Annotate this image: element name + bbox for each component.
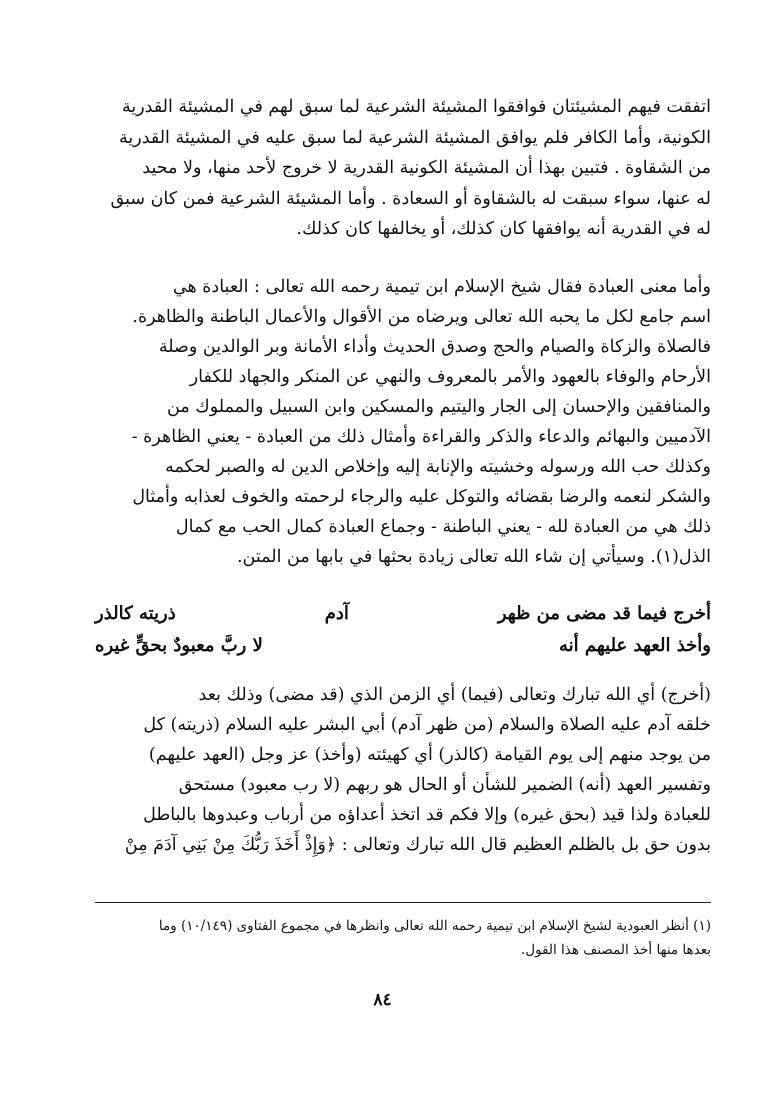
footnote-line: (١) أنظر العبودية لشيخ الإسلام ابن تيمية رحمه الله تعالى وانظرها في مجموع الفتاوى (١٠/١٤٩) وما [158, 918, 711, 934]
text-line: بدون حق بل بالظلم العظيم قال الله تبارك وتعالى : ﴿وَإِذْ أَخَذَ رَبُّكَ مِنْ بَنِي آدَمَ مِنْ [124, 835, 711, 855]
poem-verses [95, 598, 711, 662]
paragraph-shared-wills [95, 92, 711, 245]
paragraph-verse-commentary [95, 680, 711, 860]
text-line: اسم جامع لكل ما يحبه الله تعالى ويرضاه من الأقوال والأعمال الباطنة والظاهرة. [132, 307, 711, 327]
text-line: الذل(١). وسيأتي إن شاء الله تعالى زيادة بحثها في بابها من المتن. [236, 547, 711, 567]
text-line: من الشقاوة . فتبين بهذا أن المشيئة الكونية القدرية لا خروج لأحد منها، ولا محيد [142, 158, 711, 178]
text-line: الأرحام والوفاء بالعهود والأمر بالمعروف والنهي عن المنكر والجهاد للكفار [189, 367, 711, 387]
text-line: له عنها، سواء سبقت له بالشقاوة أو السعادة . وأما المشيئة الشرعية فمن كان سبق [110, 188, 711, 209]
footnote-line: بعدها منها أخذ المصنف هذا القول. [520, 942, 711, 958]
text-line: الكونية، وأما الكافر فلم يوافق المشيئة الشرعية لما سبق عليه في المشيئة القدرية [118, 127, 711, 148]
page-number: ٨٤ [373, 990, 392, 1010]
text-line: ذلك هي من العبادة لله - يعني الباطنة - وجماع العبادة كمال الحب مع كمال [175, 517, 711, 537]
text-line: خلقه آدم عليه الصلاة والسلام (من ظهر آدم) أبي البشر عليه السلام (ذريته) كل [143, 715, 711, 735]
text-line: اتفقت فيهم المشيئتان فوافقوا المشيئة الشرعية لما سبق لهم في المشيئة القدرية [121, 97, 711, 117]
text-line: له في القدرية أنه يوافقها كان كذلك، أو يخالفها كان كذلك. [296, 219, 711, 239]
text-line: (أخرج) أي الله تبارك وتعالى (فيما) أي الزمن الذي (قد مضى) وذلك بعد [198, 685, 711, 705]
text-line: والمنافقين والإحسان إلى الجار واليتيم والمسكين وابن السبيل والمملوك من [167, 397, 711, 417]
verse-middle-word: آدم [324, 603, 349, 624]
text-line: وتفسير العهد (أنه) الضمير للشأن أو الحال هو ربهم (لا رب معبود) مستحق [178, 775, 711, 795]
verse-second-hemistich: لا ربَّ معبودٌ بحقٍّ غيره [95, 635, 263, 656]
poem-verse [95, 598, 711, 630]
verse-first-hemistich: أخرج فيما قد مضى من ظهر [497, 603, 711, 624]
poem-verse [95, 630, 711, 662]
text-line: فالصلاة والزكاة والصيام والحج وصدق الحديث وأداء الأمانة وبر الوالدين وصلة [158, 337, 711, 357]
text-line: من يوجد منهم إلى يوم القيامة (كالذر) أي كهيئته (وأخذ) عز وجل (العهد عليهم) [148, 745, 711, 765]
paragraph-meaning-of-worship [95, 272, 711, 572]
text-line: للعبادة ولذا قيد (بحق غيره) وإلا فكم قد اتخذ أعداؤه من أرباب وعبدوها بالباطل [143, 805, 711, 825]
verse-second-hemistich: ذريته كالذر [95, 603, 176, 624]
footnote-divider [95, 902, 711, 903]
text-line: وكذلك حب الله ورسوله وخشيته والإنابة إليه وإخلاص الدين له والصبر لحكمه [165, 457, 711, 477]
text-line: وأما معنى العبادة فقال شيخ الإسلام ابن تيمية رحمه الله تعالى : العبادة هي [172, 277, 711, 297]
text-line: والشكر لنعمه والرضا بقضائه والتوكل عليه والرجاء لرحمته والخوف لعذابه وأمثال [132, 487, 711, 507]
verse-first-hemistich: وأخذ العهد عليهم أنه [558, 635, 711, 656]
text-line: الآدميين والبهائم والدعاء والذكر والقراءة وأمثال ذلك من العبادة - يعني الظاهرة - [131, 427, 711, 447]
footnote [95, 914, 711, 962]
